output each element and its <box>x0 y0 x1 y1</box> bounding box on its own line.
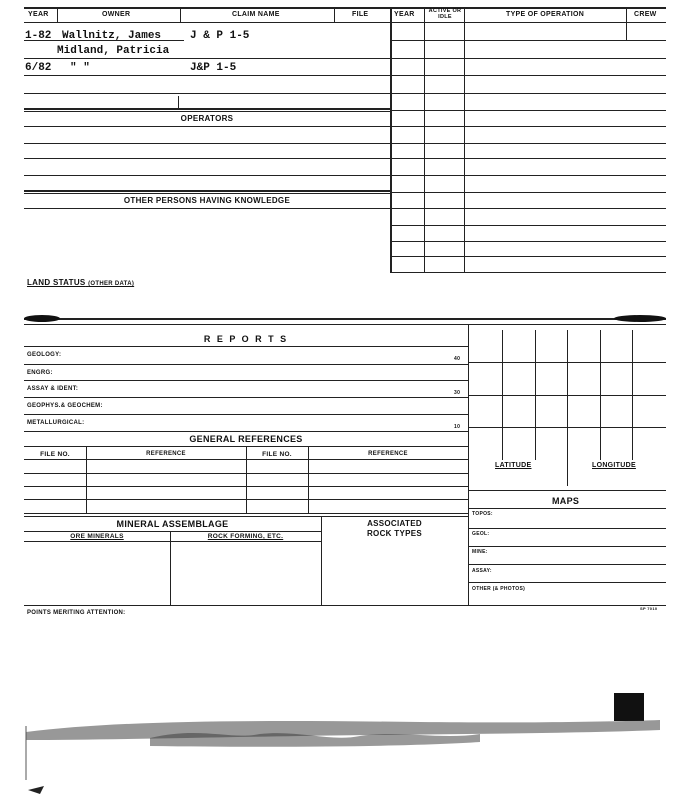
ore-minerals-label: ORE MINERALS <box>70 533 124 540</box>
land-status-label: LAND STATUS (OTHER DATA) <box>27 278 135 287</box>
header-owner: OWNER <box>102 11 131 18</box>
ink-smear <box>614 315 666 322</box>
report-assay: ASSAY & IDENT: <box>27 386 79 392</box>
report-num: 40 <box>454 356 461 362</box>
row-owner: Wallnitz, James <box>62 30 162 42</box>
rock-forming-label: ROCK FORMING, ETC. <box>207 533 284 540</box>
scan-smudge <box>0 690 678 808</box>
report-num: 30 <box>454 390 461 396</box>
row-owner: " " <box>70 62 90 74</box>
report-geology: GEOLOGY: <box>27 352 62 358</box>
header-type-of-operation: TYPE OF OPERATION <box>506 11 585 18</box>
col-file-no: FILE NO. <box>262 451 292 458</box>
operators-heading: OPERATORS <box>180 114 234 123</box>
reports-heading: R E P O R T S <box>203 334 289 344</box>
header-file: FILE <box>352 11 369 18</box>
rock-types-label: ROCK TYPES <box>366 529 422 538</box>
row-claim: J & P 1-5 <box>190 30 250 42</box>
latitude-label: LATITUDE <box>495 462 532 469</box>
maps-mine: MINE: <box>472 549 488 555</box>
row-year: 1-82 <box>25 30 52 42</box>
points-meriting-attention: POINTS MERITING ATTENTION: <box>27 610 126 616</box>
col-file-no: FILE NO. <box>40 451 70 458</box>
longitude-label: LONGITUDE <box>592 462 636 469</box>
row-year: 6/82 <box>25 62 52 74</box>
maps-other: OTHER (& PHOTOS) <box>472 586 526 592</box>
header-active-idle: ACTIVE OR IDLE <box>428 8 462 20</box>
row-owner: Midland, Patricia <box>57 45 170 57</box>
col-reference: REFERENCE <box>146 451 186 457</box>
maps-topos: TOPOS: <box>472 511 493 517</box>
header-crew: CREW <box>634 11 657 18</box>
form-number: SP 7010 <box>640 606 658 611</box>
header-year: YEAR <box>28 11 49 18</box>
report-num: 10 <box>454 424 461 430</box>
ink-smear <box>24 315 60 322</box>
report-metallurgical: METALLURGICAL: <box>27 420 85 426</box>
maps-assay: ASSAY: <box>472 568 492 574</box>
col-reference: REFERENCE <box>368 451 408 457</box>
general-references-heading: GENERAL REFERENCES <box>189 434 303 444</box>
maps-geol: GEOL: <box>472 531 490 537</box>
report-geophys: GEOPHYS.& GEOCHEM: <box>27 403 103 409</box>
report-engrg: ENGRG: <box>27 370 53 376</box>
row-claim: J&P 1-5 <box>190 62 237 74</box>
maps-heading: MAPS <box>552 496 580 506</box>
other-persons-heading: OTHER PERSONS HAVING KNOWLEDGE <box>123 196 291 205</box>
header-claim-name: CLAIM NAME <box>232 11 280 18</box>
header-year: YEAR <box>394 11 415 18</box>
associated-label: ASSOCIATED <box>367 519 422 528</box>
mineral-heading: MINERAL ASSEMBLAGE <box>116 519 229 529</box>
